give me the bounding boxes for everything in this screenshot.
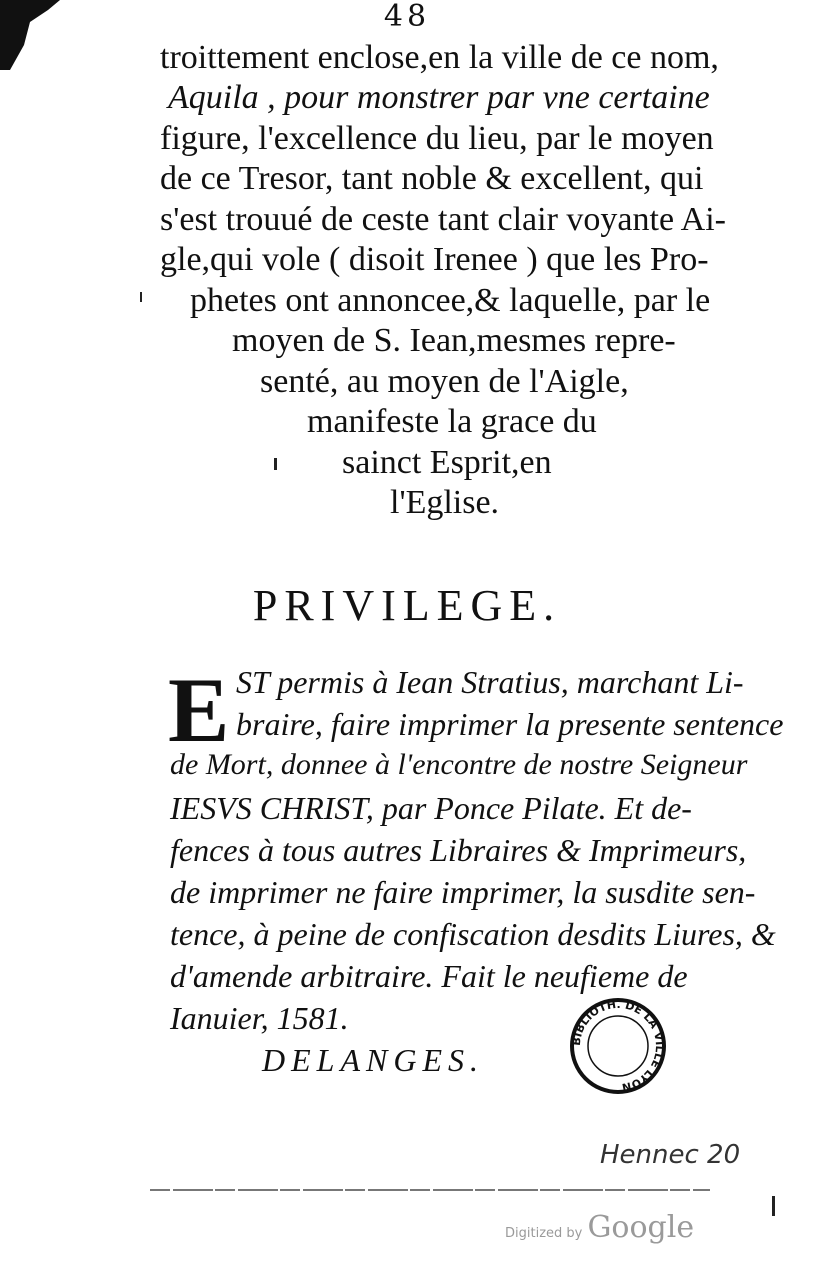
body-line: senté, au moyen de l'Aigle,	[260, 363, 629, 400]
drop-cap: E	[168, 659, 230, 761]
body-line: l'Eglise.	[390, 484, 500, 521]
signature: DELANGES.	[262, 1042, 484, 1078]
privilege-line: Ianuier, 1581.	[170, 1000, 349, 1036]
body-line: figure, l'excellence du lieu, par le moyen	[160, 120, 714, 157]
footer-rule	[150, 1188, 710, 1192]
privilege-line: d'amende arbitraire. Fait le neufieme de	[170, 958, 688, 994]
privilege-line	[170, 790, 692, 827]
privilege-heading: PRIVILEGE.	[252, 581, 562, 630]
body-line: manifeste la grace du	[307, 403, 597, 440]
body-line: de ce Tresor, tant noble & excellent, qui	[160, 160, 704, 197]
body-line: Aquila , pour monstrer par vne certaine	[168, 79, 710, 116]
body-line: phetes ont annoncee,& laquelle, par le	[190, 282, 711, 319]
body-line: sainct Esprit,en	[342, 444, 552, 481]
margin-mark	[274, 458, 277, 470]
privilege-line: ST permis à Iean Stratius, marchant Li-	[236, 664, 744, 700]
google-wordmark: Google	[587, 1210, 695, 1245]
digitized-by-label: Digitized by	[505, 1226, 583, 1241]
margin-mark	[772, 1196, 775, 1216]
body-line: moyen de S. Iean,mesmes repre-	[232, 322, 676, 359]
privilege-line: de imprimer ne faire imprimer, la susdite sen-	[170, 874, 756, 910]
page-number: 48	[383, 0, 431, 34]
digitized-by-google	[505, 1210, 694, 1245]
privilege-line-text: IESVS CHRIST, par Ponce Pilate. Et de-	[170, 790, 692, 826]
body-line: gle,qui vole ( disoit Irenee ) que les Pro-	[160, 241, 709, 278]
body-line: s'est trouué de ceste tant clair voyante Ai-	[160, 201, 726, 238]
handwritten-note: Hennec 20	[600, 1140, 741, 1170]
privilege-line: de Mort, donnee à l'encontre de nostre Seigneur	[170, 748, 748, 781]
body-line: troittement enclose,en la ville de ce nom,	[160, 39, 719, 76]
privilege-line: fences à tous autres Libraires & Imprimeurs,	[170, 832, 747, 868]
margin-mark	[140, 292, 142, 302]
library-stamp	[568, 996, 668, 1096]
stamp-text: BIBLIOTH. DE LA VILLE LYON	[569, 997, 667, 1094]
privilege-line: braire, faire imprimer la presente sentence	[236, 706, 784, 742]
privilege-line: tence, à peine de confiscation desdits Liures, &	[170, 916, 776, 952]
